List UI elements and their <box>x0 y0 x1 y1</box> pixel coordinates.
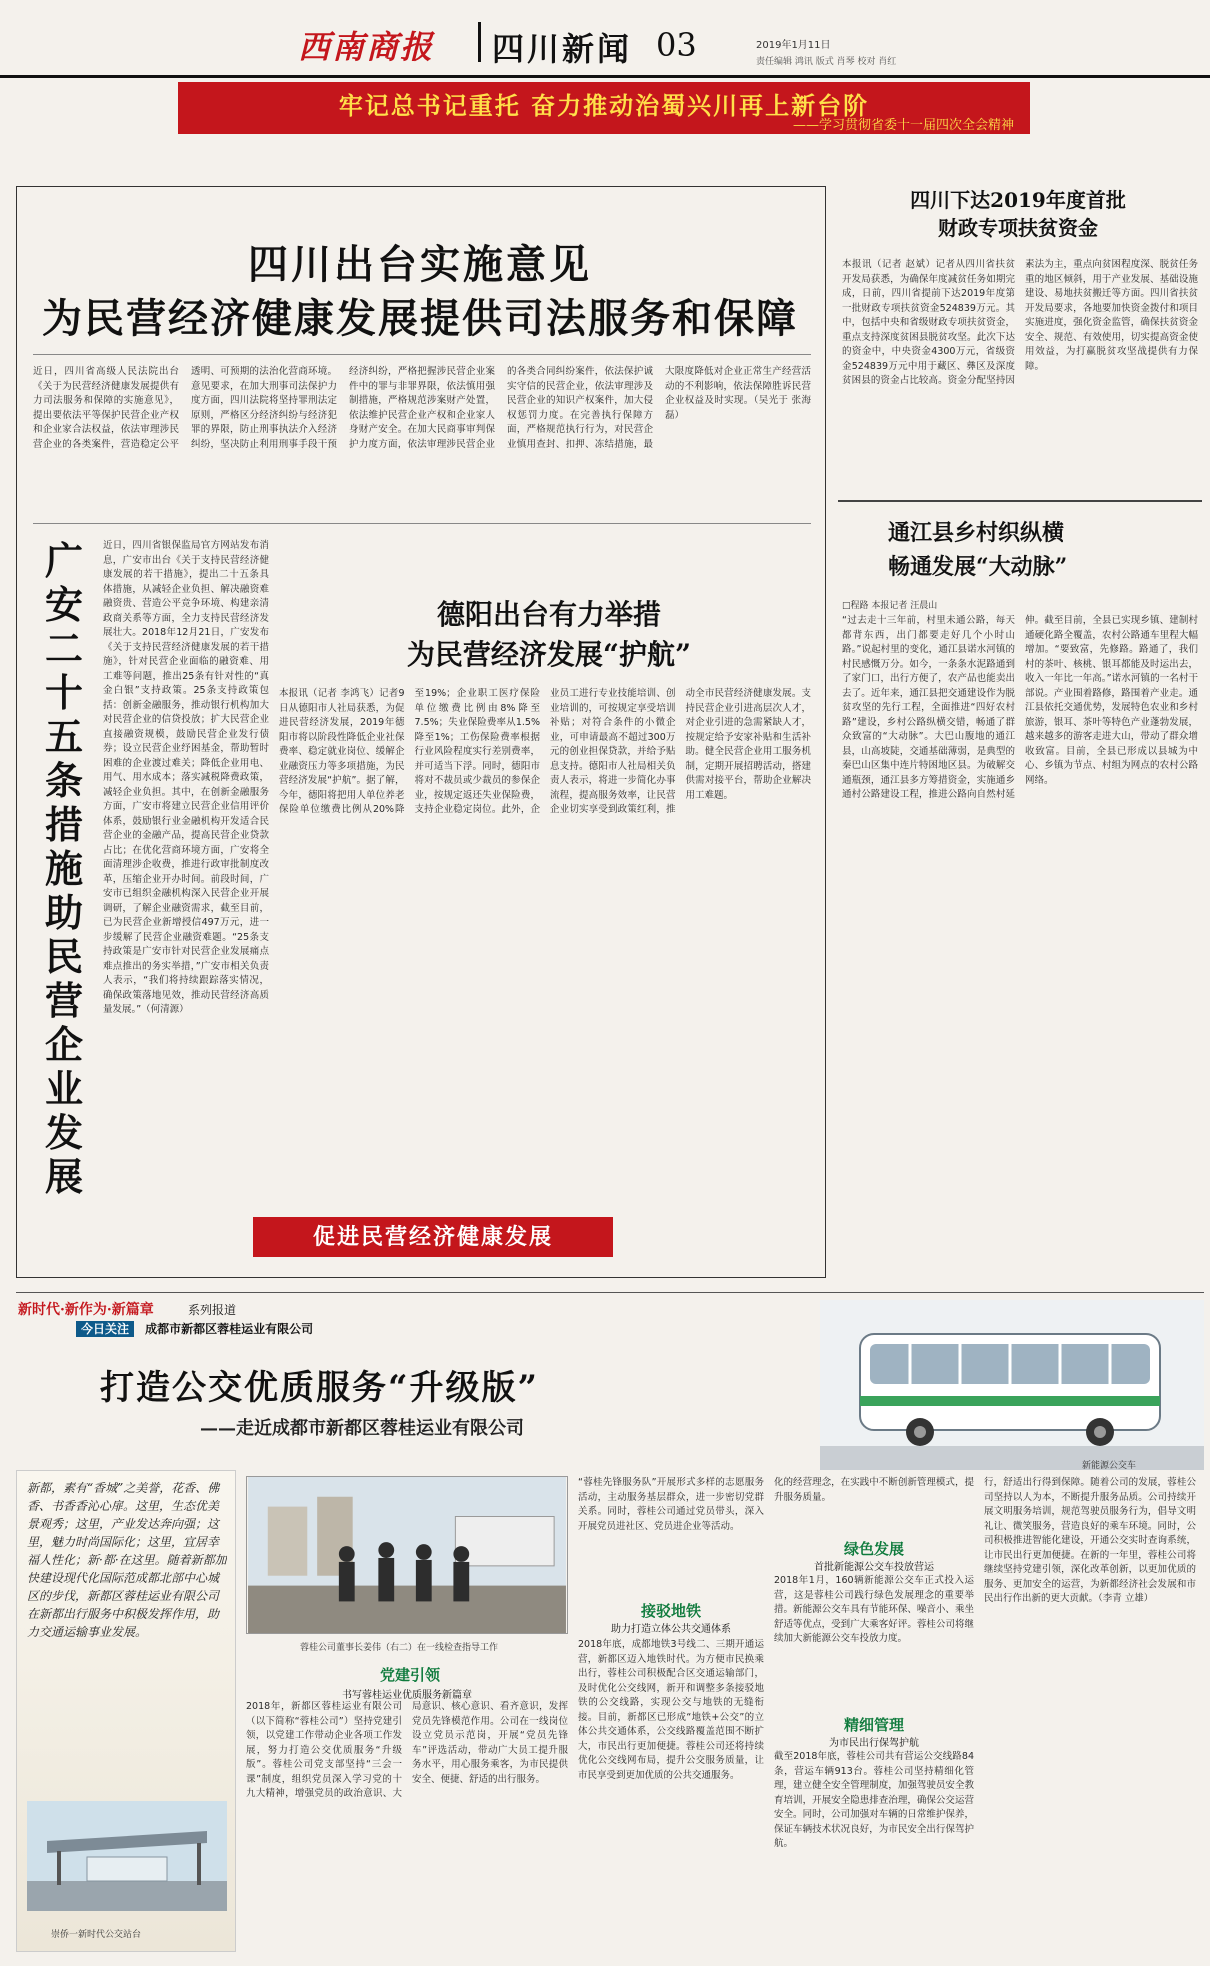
banner-headline: 牢记总书记重托 奋力推动治蜀兴川再上新台阶 <box>338 91 870 120</box>
series-suffix: 系列报道 <box>188 1303 237 1317</box>
feature-headline: 打造公交优质服务“升级版” <box>100 1368 540 1408</box>
bus-stop-image <box>27 1801 227 1911</box>
subsection-1-body: 2018年，新都区蓉桂运业有限公司（以下简称“蓉桂公司”）坚持党建引领，以党建工作带动企业各项工作发展，努力打造公交优质服务“升级版”。蓉桂公司党支部坚持“三会一课”制度，组织党员深入学习党的十九大精神，增强党员的政治意识、大局意识、核心意识、看齐意识，发挥党员先锋模范作用。公司在一线岗位设立党员示范岗，开展“党员先锋车”评选活动，带动广大员工提升服务水平，用心服务乘客，为市民提供安全、便捷、舒适的出行服务。 <box>246 1701 568 1799</box>
section-title: 四川新闻 <box>492 30 633 68</box>
subsection-4-title: 精细管理 <box>843 1716 904 1734</box>
feature-body-continued: “蓉桂先锋服务队”开展形式多样的志愿服务活动，主动服务基层群众，进一步密切党群关系。同时，蓉桂公司通过党员带头，深入开展党员进社区、党员进企业等活动。 <box>578 1477 764 1532</box>
banner-subheadline: ——学习贯彻省委十一届四次全会精神 <box>792 118 1014 133</box>
editor-credits: 责任编辑 鸿讯 版式 肖琴 校对 肖红 <box>756 57 897 67</box>
subsection-2-title: 接驳地铁 <box>640 1602 701 1620</box>
article-c-headline-line2: 为民营经济发展“护航” <box>406 638 692 671</box>
red-banner <box>178 82 1030 134</box>
article-c-headline-line1: 德阳出台有力举措 <box>436 598 661 631</box>
feature-subheadline: ——走近成都市新都区蓉桂运业有限公司 <box>200 1418 524 1439</box>
subsection-4-subtitle: 为市民出行保驾护航 <box>829 1738 919 1749</box>
article-a-headline-line1: 四川出台实施意见 <box>248 241 592 288</box>
feature-closing-body: 行，舒适出行得到保障。随着公司的发展，蓉桂公司坚持以人为本，不断提升服务品质。公司持续开展文明服务培训，规范驾驶员服务行为，倡导文明礼让、微笑服务，营造良好的乘车环境。同时，公司积极推进智能化建设，开通公交实时查询系统，让市民出行更加便捷。在新的一年里，蓉桂公司将继续坚持党建引领，深化改革创新，以更加优质的服务、更加安全的运营，为新都经济社会发展和市民出行作出新的更大贡献。（李青 立雄） <box>984 1477 1196 1604</box>
intro-text: 新都，素有“香城”之美誉，花香、佛香、书香香沁心扉。这里，生态优美景观秀；这里，产业发达奔向强；这里，魅力时尚国际化；这里，宜居幸福人性化；新·都·在这里。随着新都加快建设现代化国际范成都北部中心城区的步伐，新都区蓉桂运业有限公司在新都出行服务中积极发挥作用，助力交通运输事业发展。 <box>27 1481 227 1639</box>
divider-line <box>33 354 811 355</box>
main-article-frame <box>16 186 826 1278</box>
bus-icon <box>860 1334 1160 1446</box>
masthead-divider <box>478 22 481 62</box>
focus-badge: 今日关注 <box>76 1321 134 1337</box>
subsection-1-title: 党建引领 <box>379 1666 440 1684</box>
bus-illustration <box>820 1300 1204 1470</box>
company-name: 成都市新都区蓉桂运业有限公司 <box>145 1322 314 1336</box>
article-d-headline-line1: 四川下达2019年度首批 <box>910 188 1126 212</box>
divider-line <box>33 523 811 524</box>
subsection-4-body: 截至2018年底，蓉桂公司共有营运公交线路84条，营运车辆913台。蓉桂公司坚持精细化管理，建立健全安全管理制度，加强驾驶员安全教育培训，开展安全隐患排查治理，确保公交运营安全。同时，公司加强对车辆的日常维护保养，保证车辆技术状况良好，为市民安全出行保驾护航。 <box>774 1751 974 1849</box>
feature-body-continued: 化的经营理念，在实践中不断创新管理模式，提升服务质量。 <box>774 1477 974 1503</box>
inspection-photo <box>246 1476 568 1634</box>
subsection-3-subtitle: 首批新能源公交车投放营运 <box>814 1562 934 1573</box>
page-number: 03 <box>656 26 697 64</box>
subsection-3-title: 绿色发展 <box>843 1540 904 1558</box>
subsection-1-subtitle: 书写蓉桂运业优质服务新篇章 <box>342 1690 472 1701</box>
article-e-body: “过去走十三年前，村里未通公路，每天都背东西，出门都要走好几个小时山路。”说起村里的变化，通江县诺水河镇的村民感慨万分。如今，一条条水泥路通到了家门口，出行方便了，农产品也能卖出去了。近年来，通江县把交通建设作为脱贫攻坚的先行工程，全面推进“四好农村路”建设，乡村公路纵横交错，畅通了群众致富的“大动脉”。大巴山腹地的通江县，山高坡陡，交通基础薄弱，是典型的秦巴山区集中连片特困地区县。为破解交通瓶颈，通江县多方筹措资金，实施通乡通村公路建设工程，推进公路向自然村延伸。截至目前，全县已实现乡镇、建制村通硬化路全覆盖，农村公路通车里程大幅增加。“要致富，先修路。路通了，我们村的茶叶、核桃、银耳都能及时运出去，收入一年比一年高。”诺水河镇的一名村干部说。产业围着路修，路围着产业走。通江县依托交通优势，发展特色农业和乡村旅游，银耳、茶叶等特色产业蓬勃发展，越来越多的游客走进大山，带动了群众增收致富。目前，全县已形成以县城为中心、乡镇为节点、村组为网点的农村公路网络。 <box>842 615 1198 800</box>
subsection-3-body: 2018年1月，160辆新能源公交车正式投入运营，这是蓉桂公司践行绿色发展理念的重要举措。新能源公交车具有节能环保、噪音小、乘坐舒适等优点，受到广大乘客好评。蓉桂公司将继续加大新能源公交车投放力度。 <box>774 1575 974 1644</box>
article-d-headline-line2: 财政专项扶贫资金 <box>938 216 1098 240</box>
article-d-body: 本报讯（记者 赵斌）记者从四川省扶贫开发局获悉，为确保年度减贫任务如期完成，日前，四川省提前下达2019年度第一批财政专项扶贫资金524839万元。其中，包括中央和省级财政专项扶贫资金，重点支持深度贫困县脱贫攻坚。此次下达的资金中，中央资金4300万元，省级资金524839万元中用于藏区、彝区及深度贫困县的资金占比较高。资金分配坚持因素法为主，重点向贫困程度深、脱贫任务重的地区倾斜，用于产业发展、基础设施建设、易地扶贫搬迁等方面。四川省扶贫开发局要求，各地要加快资金拨付和项目实施进度，强化资金监管，确保扶贫资金安全、规范、有效使用，切实提高资金使用效益，为打赢脱贫攻坚战提供有力保障。 <box>842 259 1198 386</box>
article-b-vertical-headline: 广安二十五条措施助民营企业发展 <box>44 538 83 1199</box>
subsection-2-body: 2018年底，成都地铁3号线二、三期开通运营，新都区迈入地铁时代。为方便市民换乘出行，蓉桂公司积极配合区交通运输部门，及时优化公交线网，新开和调整多条接驳地铁的公交线路，实现公交与地铁的无缝衔接。目前，新都区已形成“地铁+公交”的立体公共交通体系，公交线路覆盖范围不断扩大，市民出行更加便捷。蓉桂公司还将持续优化公交线网布局，提升公交服务质量，让市民享受到更加优质的公共交通服务。 <box>578 1639 764 1781</box>
article-e-headline-line1: 通江县乡村织纵横 <box>888 520 1065 546</box>
newspaper-logo: 西南商报 <box>298 28 435 66</box>
article-e-byline: □程路 本报记者 汪晨山 <box>842 601 938 611</box>
divider-line <box>838 500 1202 502</box>
article-a-body: 近日，四川省高级人民法院出台《关于为民营经济健康发展提供有力司法服务和保障的实施意见》，提出要依法平等保护民营企业产权和企业家合法权益，依法审理涉民营企业的各类案件，营造稳定公平透明、可预期的法治化营商环境。意见要求，在加大刑事司法保护力度方面，四川法院将坚持罪刑法定原则，严格区分经济纠纷与经济犯罪的界限，防止刑事执法介入经济纠纷，坚决防止利用刑事手段干预经济纠纷，严格把握涉民营企业案件中的罪与非罪界限，依法慎用强制措施，严格规范涉案财产处置，依法维护民营企业产权和企业家人身财产安全。在加大民商事审判保护力度方面，依法审理涉民营企业的各类合同纠纷案件，依法保护诚实守信的民营企业，依法审理涉及民营企业的知识产权案件，加大侵权惩罚力度。在完善执行保障方面，严格规范执行行为，对民营企业慎用查封、扣押、冻结措施，最大限度降低对企业正常生产经营活动的不利影响，依法保障胜诉民营企业权益及时实现。（吴光于 张海磊） <box>33 366 811 450</box>
bus-caption: 新能源公交车 <box>1082 1461 1137 1471</box>
bus-stop-caption: 崇侨一新时代公交站台 <box>51 1930 142 1940</box>
focus-row <box>76 1318 313 1338</box>
intro-sidebar <box>16 1470 236 1952</box>
issue-date: 2019年1月11日 <box>756 40 831 51</box>
masthead <box>0 0 1210 78</box>
series-label: 新时代·新作为·新篇章 <box>18 1302 154 1318</box>
article-c-body: 本报讯（记者 李鸿飞）记者9日从德阳市人社局获悉，为促进民营经济发展，2019年德阳市将以阶段性降低企业社保费率、稳定就业岗位、缓解企业融资压力等多项措施，为民营经济发展“护航”。据了解，今年，德阳将把用人单位养老保险单位缴费比例从20%降至19%；企业职工医疗保险单位缴费比例由8%降至7.5%；失业保险费率从1.5%降至1%；工伤保险费率根据行业风险程度实行差别费率，并可适当下浮。同时，德阳市将对不裁员或少裁员的参保企业，按规定返还失业保险费，支持企业稳定岗位。此外，企业员工进行专业技能培训、创业培训的，可按规定享受培训补贴；对符合条件的小微企业，可申请最高不超过300万元的创业担保贷款，并给予贴息支持。德阳市人社局相关负责人表示，将进一步简化办事流程，提高服务效率，让民营企业切实享受到政策红利，推动全市民营经济健康发展。支持民营企业引进高层次人才，对企业引进的急需紧缺人才，按规定给予安家补贴和生活补助。健全民营企业用工服务机制，定期开展招聘活动，搭建供需对接平台，帮助企业解决用工难题。 <box>279 688 811 815</box>
article-e-headline-line2: 畅通发展“大动脉” <box>888 554 1068 580</box>
photo-caption: 蓉桂公司董事长姜伟（右二）在一线检查指导工作 <box>300 1643 499 1653</box>
section-tag: 促进民营经济健康发展 <box>253 1217 613 1257</box>
article-a-headline-line2: 为民营经济健康发展提供司法服务和保障 <box>42 295 798 342</box>
article-b-body: 近日，四川省银保监局官方网站发布消息，广安市出台《关于支持民营经济健康发展的若干措施》，提出二十五条具体措施，从减轻企业负担、解决融资难融资贵、营造公平竞争环境、构建亲清政商关系等方面，全力支持民营经济发展壮大。2018年12月21日，广安发布《关于支持民营经济健康发展的若干措施》，针对民营企业面临的融资难、用工难等问题，推出25条有针对性的“真金白银”支持政策。25条支持政策包括：创新金融服务，推动银行机构加大对民营企业的信贷投放；扩大民营企业直接融资规模，鼓励民营企业发行债券；设立民营企业纾困基金，帮助暂时困难的企业渡过难关；降低企业用电、用气、用水成本；落实减税降费政策，减轻企业负担。其中，在创新金融服务方面，广安市将建立民营企业信用评价体系，鼓励银行业金融机构开发适合民营企业的金融产品，提高民营企业贷款占比；在优化营商环境方面，广安将全面清理涉企收费，推进行政审批制度改革，压缩企业开办时间。前段时间，广安市已组织金融机构深入民营企业开展调研，了解企业融资需求，截至目前，已为民营企业新增授信497万元，进一步缓解了民营企业融资难题。“25条支持政策是广安市针对民营企业发展痛点难点推出的务实举措，”广安市相关负责人表示，“我们将持续跟踪落实情况，确保政策落地见效，推动民营经济高质量发展。”（何清源） <box>103 540 269 1015</box>
subsection-2-subtitle: 助力打造立体公共交通体系 <box>611 1624 731 1635</box>
